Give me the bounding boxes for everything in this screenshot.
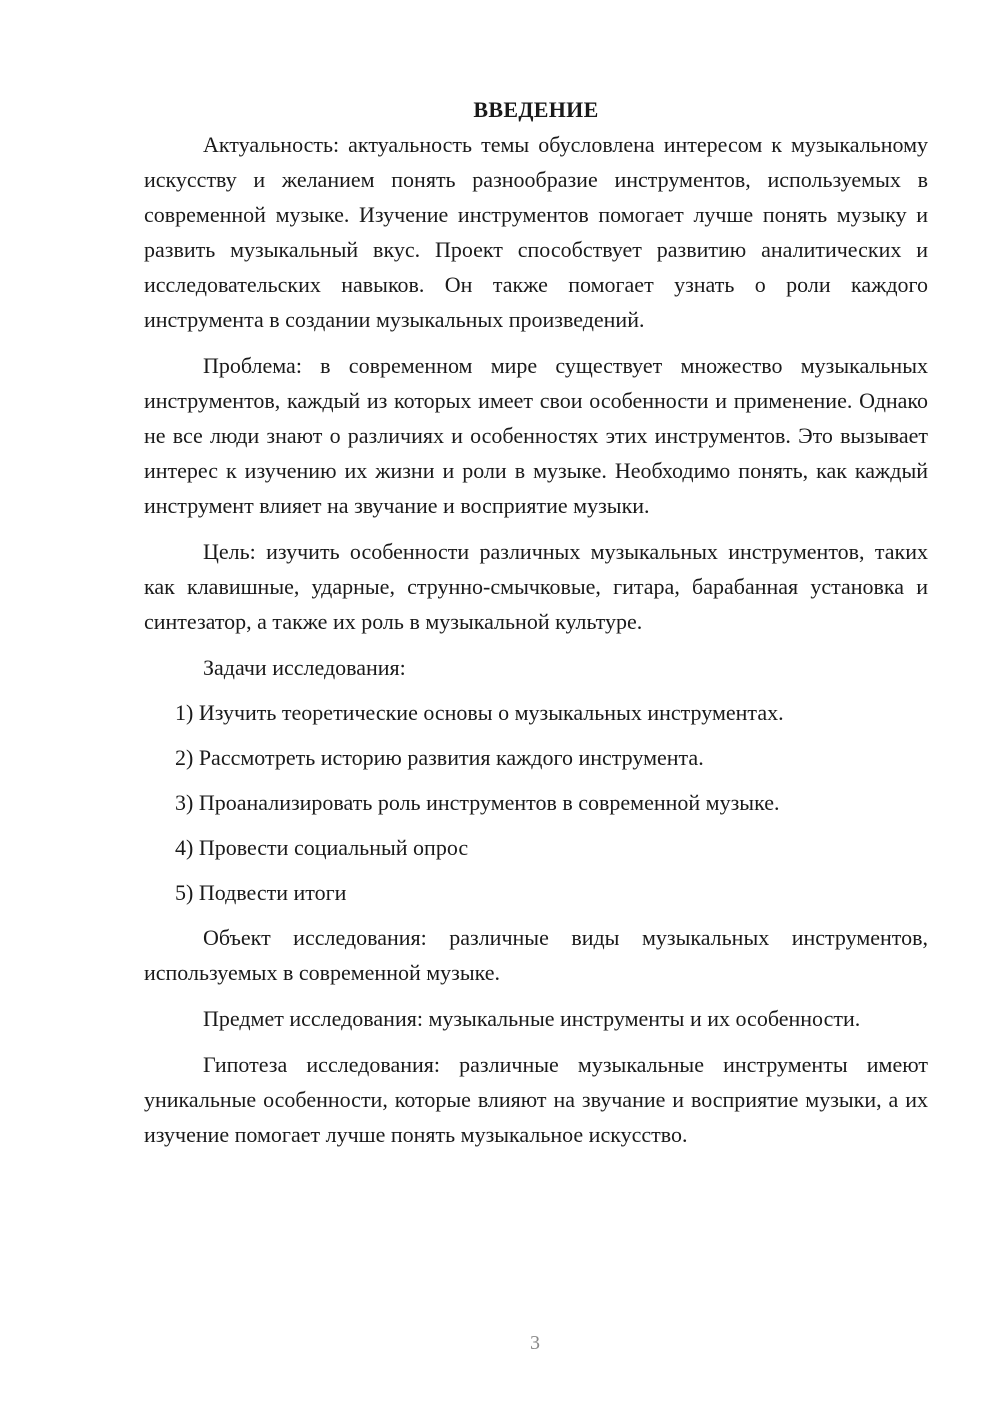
section-title: ВВЕДЕНИЕ (473, 97, 599, 122)
task-item-5: 5) Подвести итоги (175, 880, 347, 905)
tasks-heading: Задачи исследования: (203, 655, 406, 680)
task-item-1: 1) Изучить теоретические основы о музыкальных инструментах. (175, 700, 784, 725)
task-item-3: 3) Проанализировать роль инструментов в современной музыке. (175, 790, 780, 815)
task-item-4: 4) Провести социальный опрос (175, 835, 469, 860)
paragraph-problem: Проблема: в современном мире существует множество музыкальных инструментов, каждый из которых имеет свои особенности и применение. Однако не все люди знают о различиях и особенностях этих инструментов. Это вызывает интерес к изучению их жизни и роли в музыке. Необходимо понять, как каждый инструмент влияет на звучание и восприятие музыки. (144, 353, 928, 518)
paragraph-goal: Цель: изучить особенности различных музыкальных инструментов, таких как клавишные, ударные, струнно-смычковые, гитара, барабанная установка и синтезатор, а также их роль в музыкальной культуре. (144, 539, 928, 634)
paragraph-subject: Предмет исследования: музыкальные инструменты и их особенности. (203, 1006, 861, 1031)
page-content (144, 92, 928, 1152)
page-number: 3 (530, 1332, 540, 1354)
paragraph-object: Объект исследования: различные виды музыкальных инструментов, используемых в современной музыке. (144, 925, 928, 985)
paragraph-hypothesis: Гипотеза исследования: различные музыкальные инструменты имеют уникальные особенности, которые влияют на звучание и восприятие музыки, а их изучение помогает лучше понять музыкальное искусство. (144, 1052, 928, 1147)
paragraph-relevance: Актуальность: актуальность темы обусловлена интересом к музыкальному искусству и желанием понять разнообразие инструментов, используемых в современной музыке. Изучение инструментов помогает лучше понять музыку и развить музыкальный вкус. Проект способствует развитию аналитических и исследовательских навыков. Он также помогает узнать о роли каждого инструмента в создании музыкальных произведений. (144, 132, 928, 332)
tasks-list (144, 695, 928, 910)
task-item-2: 2) Рассмотреть историю развития каждого инструмента. (175, 745, 704, 770)
